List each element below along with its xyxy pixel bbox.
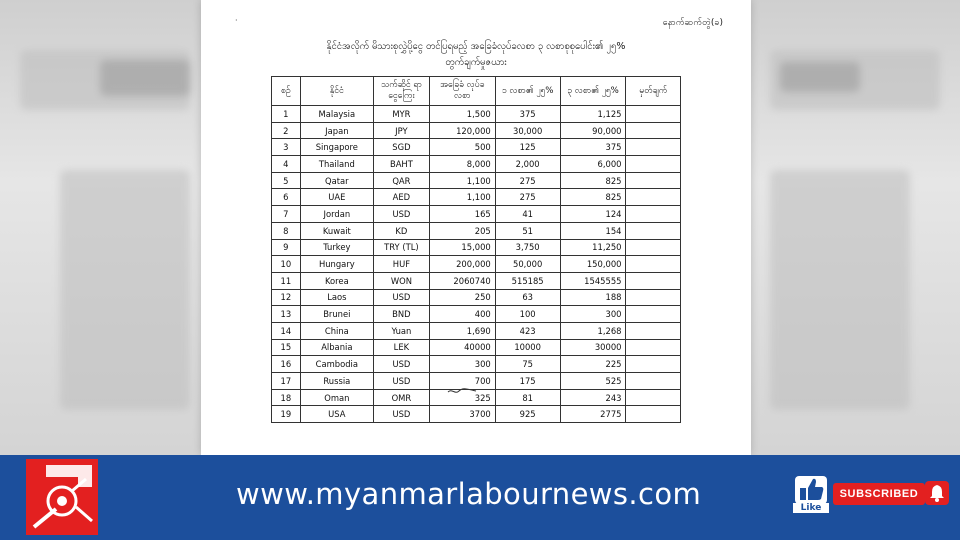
cell-remarks (626, 356, 681, 373)
cell-remarks (626, 389, 681, 406)
cell-three-months: 150,000 (560, 256, 626, 273)
cell-serial: 16 (272, 356, 301, 373)
cell-currency: WON (374, 272, 430, 289)
cell-one-month: 41 (495, 206, 560, 223)
header-base-salary: အခြေခံ လုပ်ခလစာ (429, 77, 495, 106)
cell-base-salary: 400 (429, 306, 495, 323)
annex-reference: နောက်ဆက်တွဲ(ခ) (662, 18, 723, 28)
cell-currency: JPY (374, 122, 430, 139)
cell-one-month: 3,750 (495, 239, 560, 256)
cell-base-salary: 1,100 (429, 172, 495, 189)
cell-three-months: 300 (560, 306, 626, 323)
cell-currency: AED (374, 189, 430, 206)
cell-one-month: 75 (495, 356, 560, 373)
cell-serial: 5 (272, 172, 301, 189)
cell-one-month: 30,000 (495, 122, 560, 139)
cell-serial: 10 (272, 256, 301, 273)
cell-three-months: 225 (560, 356, 626, 373)
cell-currency: USD (374, 289, 430, 306)
cell-country: Singapore (300, 139, 373, 156)
cell-base-salary: 325 (429, 389, 495, 406)
cell-serial: 6 (272, 189, 301, 206)
table-row (272, 106, 681, 123)
cell-one-month: 515185 (495, 272, 560, 289)
cell-country: Turkey (300, 239, 373, 256)
cell-remarks (626, 406, 681, 423)
cell-one-month: 10000 (495, 339, 560, 356)
cell-serial: 2 (272, 122, 301, 139)
cell-base-salary: 250 (429, 289, 495, 306)
remittance-table (271, 76, 681, 423)
cell-serial: 14 (272, 322, 301, 339)
cell-currency: USD (374, 206, 430, 223)
cell-three-months: 525 (560, 373, 626, 390)
cell-three-months: 11,250 (560, 239, 626, 256)
table-row (272, 139, 681, 156)
cell-remarks (626, 206, 681, 223)
document-page (201, 0, 751, 455)
cell-three-months: 375 (560, 139, 626, 156)
header-one-month: ၁ လစာ၏ ၂၅% (495, 77, 560, 106)
table-row (272, 189, 681, 206)
cell-base-salary: 1,500 (429, 106, 495, 123)
cell-three-months: 1,268 (560, 322, 626, 339)
cell-serial: 19 (272, 406, 301, 423)
cell-one-month: 925 (495, 406, 560, 423)
cell-one-month: 275 (495, 189, 560, 206)
table-row (272, 122, 681, 139)
table-row (272, 306, 681, 323)
table-row (272, 222, 681, 239)
cell-three-months: 188 (560, 289, 626, 306)
cell-currency: USD (374, 373, 430, 390)
cell-one-month: 81 (495, 389, 560, 406)
document-title-line2: တွက်ချက်မှုဇယား (445, 57, 507, 68)
cell-country: Jordan (300, 206, 373, 223)
cell-one-month: 375 (495, 106, 560, 123)
cell-remarks (626, 272, 681, 289)
cell-remarks (626, 256, 681, 273)
cell-serial: 12 (272, 289, 301, 306)
cell-remarks (626, 289, 681, 306)
subscribed-button[interactable]: SUBSCRIBED (833, 483, 925, 505)
cell-one-month: 275 (495, 172, 560, 189)
cell-serial: 18 (272, 389, 301, 406)
table-row (272, 172, 681, 189)
cell-serial: 17 (272, 373, 301, 390)
cell-currency: BAHT (374, 156, 430, 173)
cell-country: Kuwait (300, 222, 373, 239)
cell-base-salary: 165 (429, 206, 495, 223)
cell-three-months: 825 (560, 189, 626, 206)
document-title-line1: နိုင်ငံအလိုက် မိသားစုလွှဲပို့ငွေ တင်ပြရမည့် အခြေခံလုပ်ခလစာ ၃ လစာစုစုပေါင်း၏ ၂၅% (326, 41, 626, 52)
cell-country: China (300, 322, 373, 339)
cell-currency: USD (374, 406, 430, 423)
cell-remarks (626, 239, 681, 256)
cell-country: Qatar (300, 172, 373, 189)
cell-one-month: 2,000 (495, 156, 560, 173)
cell-one-month: 423 (495, 322, 560, 339)
cell-remarks (626, 139, 681, 156)
cell-country: Russia (300, 373, 373, 390)
cell-base-salary: 15,000 (429, 239, 495, 256)
cell-country: Oman (300, 389, 373, 406)
cell-remarks (626, 306, 681, 323)
cell-three-months: 6,000 (560, 156, 626, 173)
notification-bell-button[interactable] (925, 481, 949, 505)
cell-serial: 15 (272, 339, 301, 356)
bell-icon (925, 481, 949, 505)
cell-one-month: 51 (495, 222, 560, 239)
cell-country: Laos (300, 289, 373, 306)
header-remarks: မှတ်ချက် (626, 77, 681, 106)
cell-country: Thailand (300, 156, 373, 173)
cell-currency: KD (374, 222, 430, 239)
like-button[interactable] (793, 475, 829, 519)
header-currency: သက်ဆိုင် ရာငွေကြေး (374, 77, 430, 106)
cell-remarks (626, 156, 681, 173)
header-serial: စဉ် (272, 77, 301, 106)
signature-mark (447, 386, 477, 396)
cell-three-months: 2775 (560, 406, 626, 423)
cell-remarks (626, 106, 681, 123)
cell-country: UAE (300, 189, 373, 206)
cell-currency: BND (374, 306, 430, 323)
table-row (272, 156, 681, 173)
cell-base-salary: 3700 (429, 406, 495, 423)
table-row (272, 356, 681, 373)
cell-three-months: 1545555 (560, 272, 626, 289)
cell-currency: HUF (374, 256, 430, 273)
cell-one-month: 125 (495, 139, 560, 156)
like-label: Like (793, 503, 829, 513)
table-row (272, 322, 681, 339)
cell-base-salary: 8,000 (429, 156, 495, 173)
cell-base-salary: 120,000 (429, 122, 495, 139)
header-three-months: ၃ လစာ၏ ၂၅% (560, 77, 626, 106)
header-country: နိုင်ငံ (300, 77, 373, 106)
cell-currency: TRY (TL) (374, 239, 430, 256)
cell-base-salary: 500 (429, 139, 495, 156)
cell-currency: OMR (374, 389, 430, 406)
cell-three-months: 1,125 (560, 106, 626, 123)
bottom-banner (0, 455, 960, 540)
stray-mark: · (235, 16, 238, 25)
cell-remarks (626, 222, 681, 239)
cell-serial: 9 (272, 239, 301, 256)
cell-currency: Yuan (374, 322, 430, 339)
cell-remarks (626, 189, 681, 206)
cell-base-salary: 40000 (429, 339, 495, 356)
cell-one-month: 63 (495, 289, 560, 306)
cell-serial: 8 (272, 222, 301, 239)
cell-three-months: 243 (560, 389, 626, 406)
cell-remarks (626, 373, 681, 390)
cell-currency: USD (374, 356, 430, 373)
cell-three-months: 154 (560, 222, 626, 239)
cell-base-salary: 300 (429, 356, 495, 373)
cell-serial: 7 (272, 206, 301, 223)
cell-base-salary: 700 (429, 373, 495, 390)
cell-one-month: 175 (495, 373, 560, 390)
cell-base-salary: 205 (429, 222, 495, 239)
cell-country: USA (300, 406, 373, 423)
cell-one-month: 100 (495, 306, 560, 323)
cell-country: Cambodia (300, 356, 373, 373)
cell-country: Malaysia (300, 106, 373, 123)
website-url[interactable]: www.myanmarlabournews.com (236, 477, 702, 511)
cell-country: Japan (300, 122, 373, 139)
table-row (272, 239, 681, 256)
table-body (272, 106, 681, 423)
cell-remarks (626, 322, 681, 339)
table-row (272, 406, 681, 423)
table-row (272, 256, 681, 273)
table-row (272, 339, 681, 356)
table-row (272, 272, 681, 289)
cell-one-month: 50,000 (495, 256, 560, 273)
cell-serial: 3 (272, 139, 301, 156)
cell-currency: MYR (374, 106, 430, 123)
cell-remarks (626, 122, 681, 139)
cell-serial: 11 (272, 272, 301, 289)
cell-currency: LEK (374, 339, 430, 356)
cell-remarks (626, 172, 681, 189)
cell-base-salary: 2060740 (429, 272, 495, 289)
cell-base-salary: 1,690 (429, 322, 495, 339)
cell-currency: SGD (374, 139, 430, 156)
cell-serial: 1 (272, 106, 301, 123)
myanmar-labour-news-logo (26, 457, 106, 537)
cell-currency: QAR (374, 172, 430, 189)
cell-three-months: 30000 (560, 339, 626, 356)
cell-three-months: 90,000 (560, 122, 626, 139)
cell-remarks (626, 339, 681, 356)
table-row (272, 289, 681, 306)
cell-country: Hungary (300, 256, 373, 273)
table-row (272, 206, 681, 223)
table-header-row (272, 77, 681, 106)
cell-country: Brunei (300, 306, 373, 323)
thumbs-up-icon (793, 475, 829, 505)
cell-three-months: 825 (560, 172, 626, 189)
cell-base-salary: 200,000 (429, 256, 495, 273)
cell-country: Korea (300, 272, 373, 289)
cell-serial: 13 (272, 306, 301, 323)
cell-country: Albania (300, 339, 373, 356)
cell-base-salary: 1,100 (429, 189, 495, 206)
cell-three-months: 124 (560, 206, 626, 223)
cell-serial: 4 (272, 156, 301, 173)
